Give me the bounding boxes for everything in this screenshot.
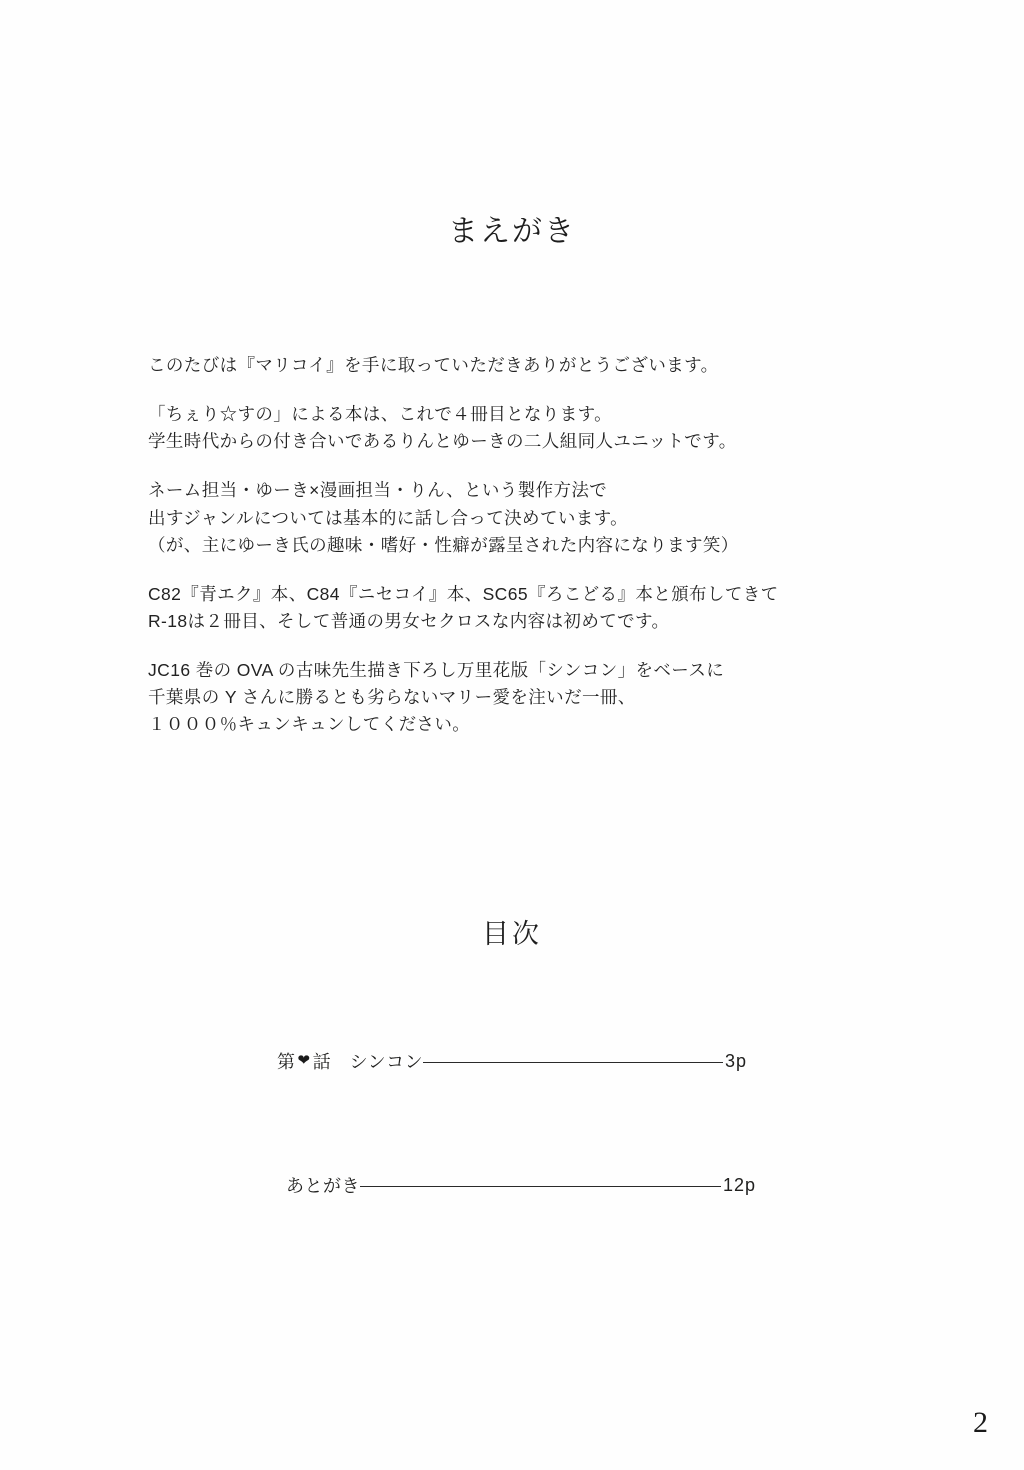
paragraph-line: 学生時代からの付き合いであるりんとゆーきの二人組同人ユニットです。 [148, 431, 737, 452]
paragraph-line: １０００％キュンキュンしてください。 [148, 714, 471, 735]
paragraph [148, 477, 908, 558]
paragraph-line: R-18は２冊目、そして普通の男女セクロスな内容は初めてです。 [148, 610, 670, 631]
paragraph-line: JC16 巻の OVA の古味先生描き下ろし万里花版「シンコン」をベースに [148, 660, 725, 680]
toc-entry [0, 1172, 1024, 1198]
table-of-contents-heading: 目次 [482, 919, 542, 949]
toc-entry [0, 1048, 1024, 1074]
paragraph-line: （が、主にゆーき氏の趣味・嗜好・性癖が露呈された内容になります笑） [148, 534, 739, 555]
paragraph-line: 千葉県の Y さんに勝るとも劣らないマリー愛を注いだ一冊、 [148, 687, 636, 708]
preface-heading: まえがき [448, 215, 576, 248]
paragraph [148, 657, 908, 738]
toc-entry-title: 話 シンコン [312, 1052, 424, 1072]
toc-entry-prefix: 第 [277, 1052, 296, 1072]
page-number: 2 [973, 1406, 988, 1439]
table-of-contents [0, 1048, 1024, 1198]
paragraph-line: このたびは『マリコイ』を手に取っていただきありがとうございます。 [148, 355, 719, 375]
toc-entry-page: 12p [722, 1174, 756, 1195]
toc-entry-title: あとがき [286, 1176, 360, 1196]
paragraph [148, 581, 908, 635]
paragraph [148, 352, 908, 379]
toc-leader-line [423, 1062, 723, 1063]
toc-leader-line [360, 1186, 721, 1187]
paragraph-line: 出すジャンルについては基本的に話し合って決めています。 [148, 507, 629, 528]
paragraph-line: C82『青エク』本、C84『ニセコイ』本、SC65『ろこどる』本と頒布してきて [148, 583, 779, 604]
toc-entry-page: 3p [724, 1050, 747, 1071]
preface-body [148, 352, 908, 760]
paragraph-line: ネーム担当・ゆーき×漫画担当・りん、という製作方法で [148, 480, 608, 501]
paragraph [148, 401, 908, 455]
heart-icon: ❤ [297, 1052, 311, 1069]
paragraph-line: 「ちぇり☆すの」による本は、これで４冊目となります。 [148, 404, 612, 425]
